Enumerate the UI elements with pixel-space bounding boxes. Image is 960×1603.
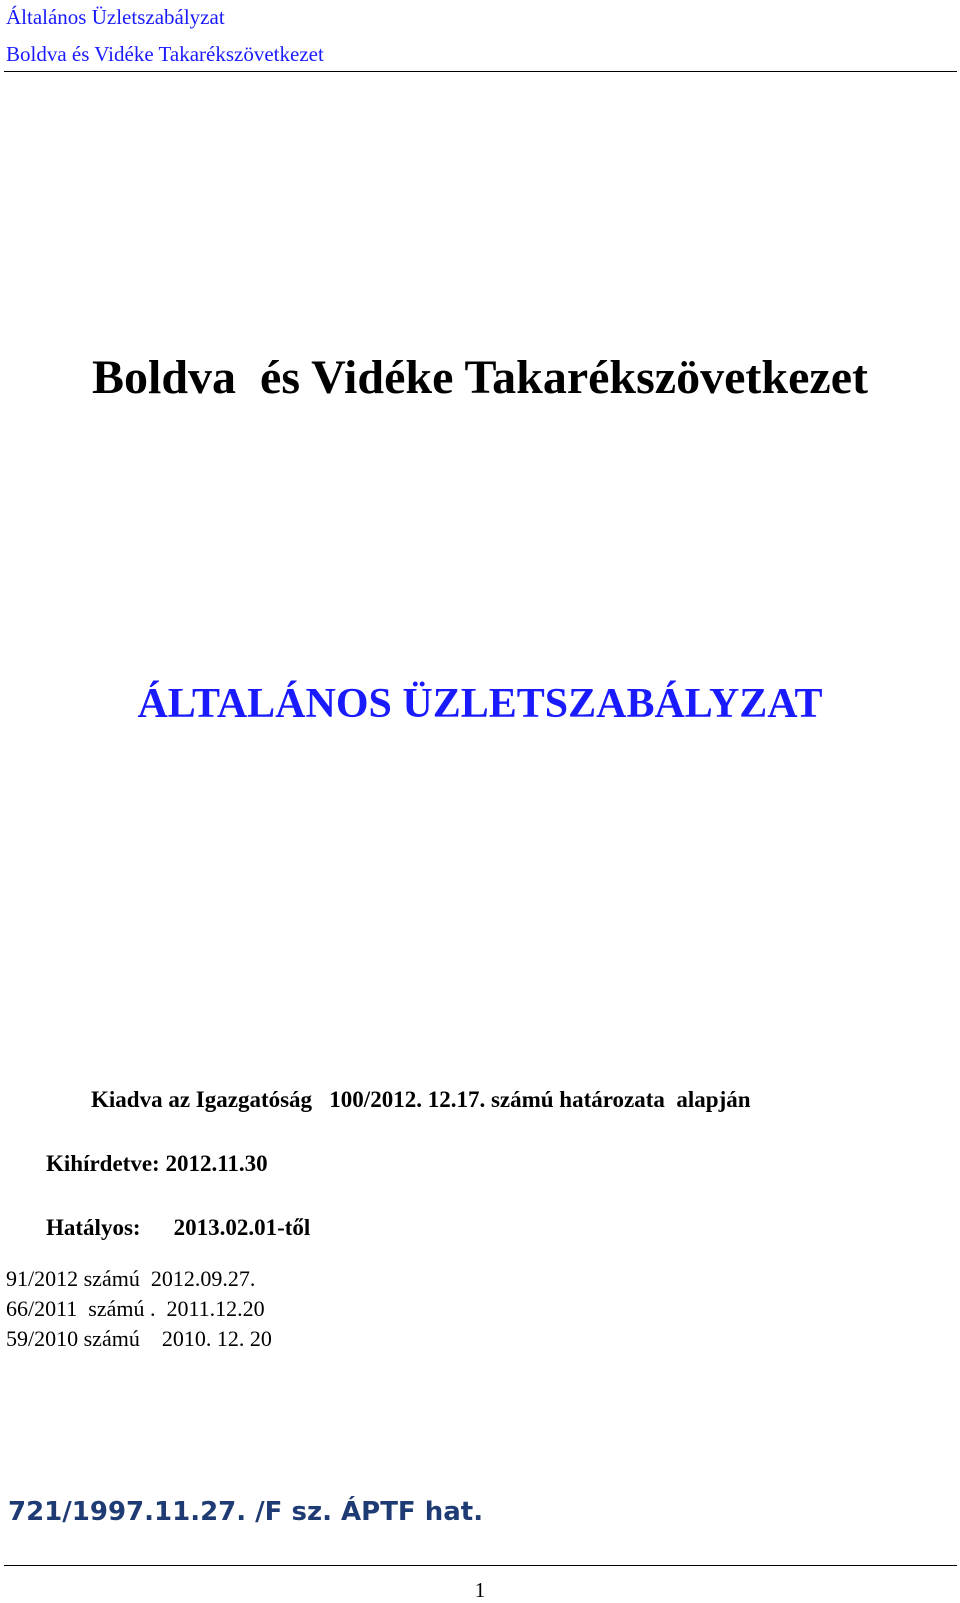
header-document-name: Általános Üzletszabályzat — [6, 5, 225, 29]
document-title: ÁLTALÁNOS ÜZLETSZABÁLYZAT — [137, 681, 823, 727]
approval-reference: 721/1997.11.27. /F sz. ÁPTF hat. — [8, 1497, 484, 1527]
institution-title: Boldva és Vidéke Takarékszövetkezet — [92, 351, 868, 404]
announced-date — [46, 1151, 268, 1177]
history-entry: 66/2011 számú . 2011.12.20 — [6, 1296, 265, 1321]
header-divider — [4, 71, 957, 72]
history-entry: 91/2012 számú 2012.09.27. — [6, 1266, 256, 1291]
footer-divider — [4, 1565, 957, 1566]
history-entry: 59/2010 számú 2010. 12. 20 — [6, 1326, 272, 1351]
effective-value: 2013.02.01-től — [173, 1215, 311, 1240]
issued-by-statement: Kiadva az Igazgatóság 100/2012. 12.17. számú határozata alapján — [91, 1087, 751, 1112]
effective-date — [46, 1215, 310, 1241]
announced-value: 2012.11.30 — [165, 1151, 268, 1176]
page-number: 1 — [474, 1578, 486, 1602]
header-institution-name: Boldva és Vidéke Takarékszövetkezet — [6, 42, 324, 66]
effective-label: Hatályos: — [46, 1215, 141, 1240]
announced-label: Kihírdetve: — [46, 1151, 160, 1176]
